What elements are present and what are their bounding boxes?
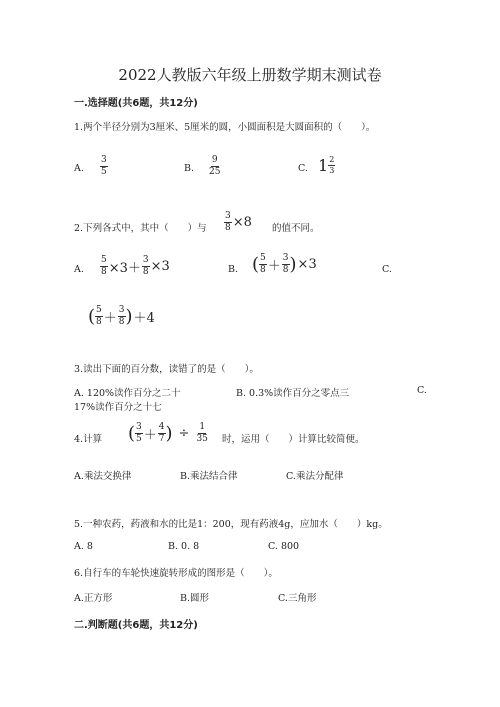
question-6-text: 6.自行车的车轮快速旋转形成的图形是（ ）。	[74, 568, 278, 579]
question-2-suffix: 的值不同。	[272, 223, 320, 234]
q2-option-b-expression: ( $\frac{5}{8}$ ＋ $\frac{3}{8}$ )×3	[252, 253, 317, 275]
q5-option-b: B. 0. 8	[168, 541, 200, 552]
question-5-text: 5.一种农药，药液和水的比是1：200，现有药液4g，应加水（ ）kg。	[74, 519, 388, 530]
section-heading-judgement: 二.判断题(共6题，共12分)	[74, 620, 198, 631]
q3-option-a: A. 120%读作百分之二十	[74, 388, 181, 399]
question-3-text: 3.读出下面的百分数，读错了的是（ ）。	[74, 364, 259, 375]
q1-option-c-mixed-number: 1 $\frac{2}{3}$	[318, 155, 335, 175]
q2-option-a-label: A.	[74, 264, 84, 275]
q1-option-c-label: C.	[298, 163, 308, 174]
q2-expression: $\frac{3}{8}$ ×8	[225, 211, 252, 233]
question-1-text: 1.两个半径分别为3厘米、5厘米的圆，小圆面积是大圆面积的（ ）。	[74, 122, 376, 133]
q4-option-a: A.乘法交换律	[74, 471, 132, 482]
q2-option-c-expression: ( $\frac{5}{8}$ ＋ $\frac{3}{8}$ )＋4	[88, 305, 155, 327]
q4-option-b: B.乘法结合律	[180, 471, 238, 482]
q1-option-b-fraction: $\frac{9}{25}$	[209, 155, 221, 177]
q3-option-c-label: C.	[417, 385, 427, 396]
q4-expression: ( $\frac{3}{5}$ ＋ $\frac{4}{7}$ ) ÷ $\frac{1}{35}$	[128, 422, 208, 444]
q3-option-b: B. 0.3%读作百分之零点三	[236, 388, 350, 399]
q1-option-b-label: B.	[184, 163, 195, 174]
q1-option-a-label: A.	[74, 163, 84, 174]
q2-option-c-label: C.	[382, 264, 392, 275]
q6-option-b: B.圆形	[180, 593, 210, 604]
q4-option-c: C.乘法分配律	[286, 471, 344, 482]
q1-option-a-fraction: $\frac{3}{5}$	[101, 155, 107, 177]
q2-option-a-expression: $\frac{5}{8}$ ×3＋ $\frac{3}{8}$ ×3	[101, 255, 170, 277]
question-4-suffix: 时，运用（ ）计算比较简便。	[222, 434, 365, 445]
section-heading-choice: 一.选择题(共6题，共12分)	[74, 98, 198, 109]
question-4-prefix: 4.计算	[74, 434, 103, 445]
q5-option-a: A. 8	[74, 541, 93, 552]
q2-option-b-label: B.	[228, 264, 239, 275]
q6-option-c: C.三角形	[278, 593, 317, 604]
question-2-prefix: 2.下列各式中，其中（ ）与	[74, 223, 207, 234]
q6-option-a: A.正方形	[74, 593, 113, 604]
exam-title: 2022人教版六年级上册数学期末测试卷	[118, 66, 382, 84]
q5-option-c: C. 800	[268, 541, 300, 552]
q3-option-c-text: 17%读作百分之十七	[74, 402, 162, 413]
